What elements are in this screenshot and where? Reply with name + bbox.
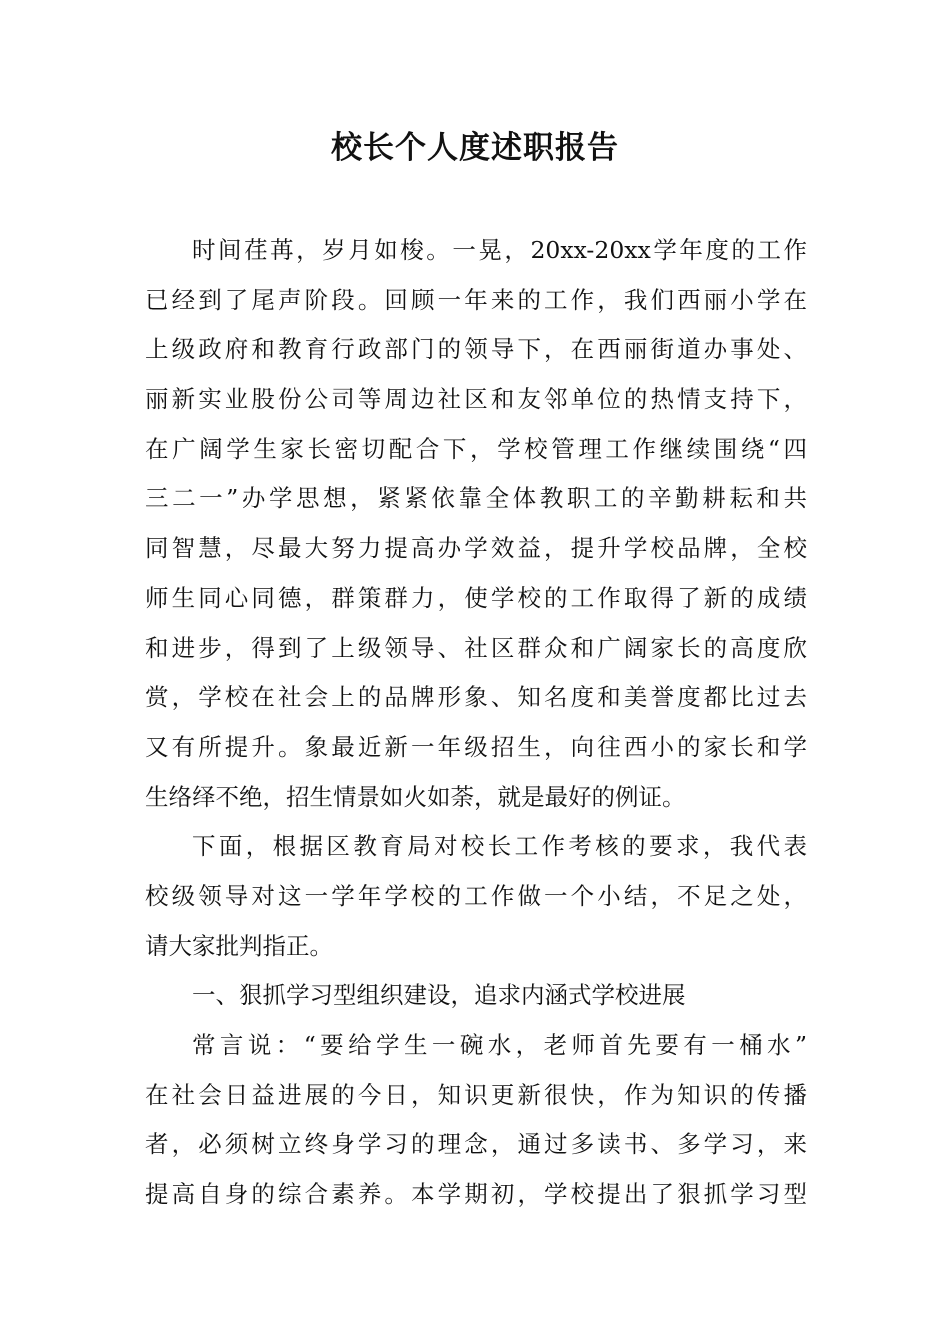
text-line: 常言说：“要给学生一碗水，老师首先要有一桶水” (192, 1031, 807, 1059)
text-line: 生络绎不绝，招生情景如火如荼，就是最好的例证。 (145, 782, 686, 811)
text-line: 校级领导对这一学年学校的工作做一个小结，不足之处， (145, 881, 807, 910)
text-line: 师生同心同德，群策群力，使学校的工作取得了新的成绩 (145, 583, 807, 612)
text-line: 上级政府和教育行政部门的领导下，在西丽街道办事处、 (145, 335, 807, 364)
text-line: 时间荏苒，岁月如梭。一晃，20xx-20xx学年度的工作 (192, 236, 807, 264)
text-line: 和进步，得到了上级领导、社区群众和广阔家长的高度欣 (145, 633, 807, 662)
document-body (145, 226, 807, 1220)
text-line: 下面，根据区教育局对校长工作考核的要求，我代表 (192, 832, 807, 861)
text-line: 已经到了尾声阶段。回顾一年来的工作，我们西丽小学在 (145, 285, 807, 314)
text-line: 又有所提升。象最近新一年级招生，向往西小的家长和学 (145, 732, 807, 761)
text-line: 赏，学校在社会上的品牌形象、知名度和美誉度都比过去 (145, 683, 807, 712)
text-line: 者，必须树立终身学习的理念，通过多读书、多学习，来 (145, 1130, 807, 1159)
text-line: 同智慧，尽最大努力提高办学效益，提升学校品牌，全校 (145, 534, 807, 563)
text-line: 在社会日益进展的今日，知识更新很快，作为知识的传播 (145, 1080, 807, 1109)
text-line: 丽新实业股份公司等周边社区和友邻单位的热情支持下， (145, 385, 807, 414)
text-line: 三二一”办学思想，紧紧依靠全体教职工的辛勤耕耘和共 (145, 484, 807, 513)
text-line: 一、狠抓学习型组织建设，追求内涵式学校进展 (192, 981, 686, 1010)
page-title: 校长个人度述职报告 (331, 130, 619, 166)
text-line: 请大家批判指正。 (145, 931, 333, 960)
text-line: 在广阔学生家长密切配合下，学校管理工作继续围绕“四 (145, 434, 807, 463)
text-line: 提高自身的综合素养。本学期初，学校提出了狠抓学习型 (145, 1180, 807, 1209)
